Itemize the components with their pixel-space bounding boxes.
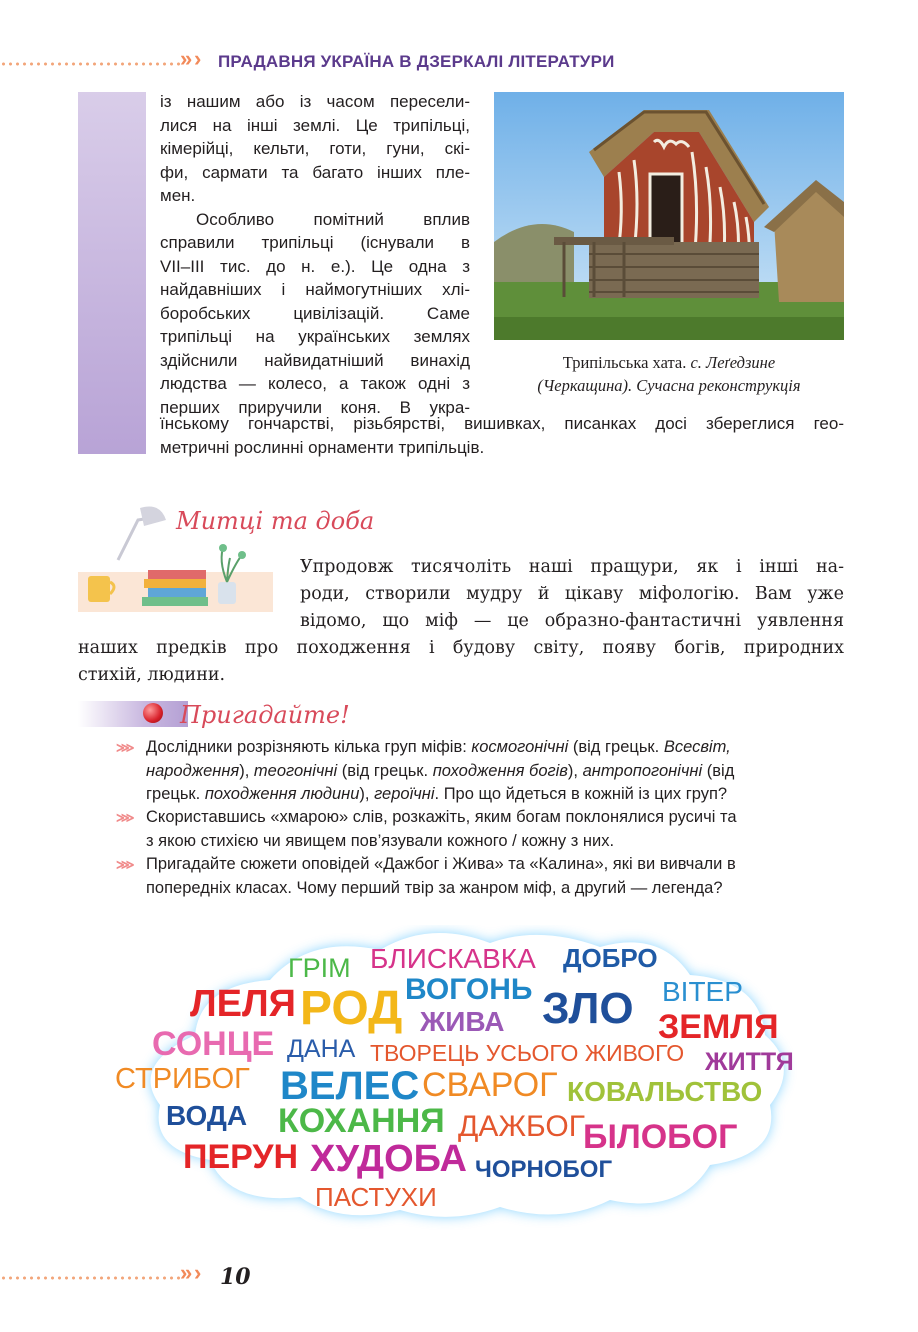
text-line: боробських цивілізацій. Саме	[160, 303, 470, 323]
cloud-word: СОНЦЕ	[152, 1025, 275, 1063]
cloud-word: ХУДОБА	[310, 1138, 467, 1180]
text-line: кімерійці, кельти, готи, гуни, скі-	[160, 139, 470, 158]
text-line: VII–III тис. до н. е.). Це одна з	[160, 256, 470, 276]
text-run: Дослідники розрізняють кілька груп міфів:	[146, 738, 472, 756]
text-line: з якою стихією чи явищем пов’язували кожного / кожну з них.	[146, 831, 615, 850]
text-run: ),	[239, 761, 254, 780]
text-run: грецьк.	[146, 785, 205, 803]
footer-dotted-line	[0, 1276, 180, 1280]
cloud-word: ВЕЛЕС	[280, 1064, 420, 1108]
section-heading-artists: Митці та доба	[176, 507, 375, 535]
text-line	[146, 736, 844, 760]
section-heading-remember: Пригадайте!	[180, 701, 350, 729]
header-dotted-line	[0, 62, 180, 66]
caption-place: с. Леґедзине	[690, 353, 776, 372]
text-line: метричні рослинні орнаменти трипільців.	[160, 437, 485, 457]
cloud-word: ЧОРНОБОГ	[475, 1156, 613, 1183]
cloud-word: ТВОРЕЦЬ УСЬОГО ЖИВОГО	[370, 1040, 685, 1066]
text-line: Особливо помітний вплив	[196, 209, 470, 229]
cloud-word: ПЕРУН	[183, 1138, 299, 1176]
text-line: Упродовж тисячоліть наші пращури, як і інші на-	[300, 557, 844, 577]
cloud-word: ЛЕЛЯ	[190, 983, 296, 1025]
header-chevron-icon: »	[180, 46, 193, 71]
trypillian-house-photo	[494, 92, 844, 340]
cloud-word: РОД	[300, 982, 403, 1035]
text-line: стихій, людини.	[78, 665, 226, 685]
text-line: із нашим або із часом пересели-	[160, 92, 470, 111]
text-run: походження людини	[204, 785, 360, 803]
text-line: справили трипільці (існували в	[160, 233, 470, 252]
cloud-word: ЗЕМЛЯ	[658, 1008, 779, 1046]
header-chevron-icon-2: ›	[194, 46, 202, 71]
caption-line-2: (Черкащина). Сучасна реконструкція	[537, 376, 801, 395]
artists-text-full	[78, 635, 844, 689]
text-line: лися на інші землі. Це трипільці,	[160, 115, 470, 135]
running-header: ПРАДАВНЯ УКРАЇНА В ДЗЕРКАЛІ ЛІТЕРАТУРИ	[218, 52, 615, 71]
cloud-word: ПАСТУХИ	[315, 1182, 437, 1212]
text-line: роди, створили мудру й цікаву міфологію. Вам уже	[300, 584, 844, 604]
text-line: мен.	[160, 186, 196, 205]
text-line: перших приручили коня. В укра-	[160, 397, 470, 417]
cloud-word: ВОГОНЬ	[405, 973, 533, 1006]
cloud-word: ЖИВА	[420, 1006, 505, 1037]
footer-chevron-icon-2: ›	[194, 1260, 202, 1285]
text-line: фи, сармати та багато інших пле-	[160, 162, 470, 182]
cloud-word: БЛИСКАВКА	[370, 943, 536, 974]
text-run: ),	[567, 761, 583, 780]
arrow-bullet-icon: ⋙	[116, 810, 135, 825]
text-line: наших предків про походження і будову світу, появу богів, природних	[78, 638, 844, 658]
list-item	[146, 853, 844, 900]
text-run: героїчні	[374, 785, 435, 803]
photo-caption	[494, 351, 844, 397]
text-run: (від	[702, 761, 735, 780]
caption-line	[494, 351, 844, 374]
text-line: попередніх класах. Чому перший твір за жанром міф, а другий — легенда?	[146, 878, 723, 897]
text-run: теогонічні	[253, 761, 338, 780]
cloud-word: ЗЛО	[542, 984, 634, 1033]
cloud-word: ДОБРО	[563, 943, 658, 973]
text-line	[146, 760, 844, 784]
text-run: Всесвіт,	[663, 738, 731, 756]
intro-text	[160, 90, 470, 419]
cloud-word: ДАНА	[287, 1035, 356, 1063]
text-run: антропогонічні	[582, 761, 703, 780]
text-line: їнському гончарстві, різьбярстві, вишивках, писанках досі збереглися гео-	[160, 414, 844, 433]
text-run: походження богів	[432, 761, 568, 780]
house-illustration	[494, 92, 844, 340]
text-run: ),	[359, 785, 375, 803]
cloud-word: КОХАННЯ	[278, 1102, 445, 1140]
cloud-word: ВІТЕР	[662, 976, 743, 1007]
text-line: здійснили найвидатніший винахід	[160, 350, 470, 370]
list-item	[146, 806, 844, 853]
cloud-word: КОВАЛЬСТВО	[567, 1076, 763, 1107]
arrow-bullet-icon: ⋙	[116, 857, 135, 872]
text-line: відомо, що міф — це образно-фантастичні уявлення	[300, 611, 844, 631]
cloud-word: ВОДА	[166, 1100, 248, 1131]
arrow-bullet-icon: ⋙	[116, 740, 135, 755]
remember-band	[78, 701, 188, 727]
cloud-word: БІЛОБОГ	[583, 1118, 738, 1156]
text-line: людства — колесо, а також одні з	[160, 374, 470, 393]
text-line: Скориставшись «хмарою» слів, розкажіть, яким богам поклонялися русичі та	[146, 808, 737, 826]
intro-text-full	[160, 412, 844, 459]
cloud-word: СВАРОГ	[422, 1066, 558, 1104]
cloud-word: ЖИТТЯ	[705, 1048, 794, 1076]
artists-text	[300, 554, 844, 635]
text-run: космогонічні	[471, 738, 569, 756]
list-item	[146, 736, 844, 807]
text-run: народження	[146, 761, 240, 780]
text-line: трипільці на українських землях	[160, 327, 470, 346]
text-line: найдавніших і наймогутніших хлі-	[160, 280, 470, 299]
text-line: Пригадайте сюжети оповідей «Дажбог і Жива» та «Калина», які ви вивчали в	[146, 855, 736, 873]
cloud-word: ДАЖБОГ	[458, 1110, 585, 1143]
footer-chevron-icon: »	[180, 1260, 193, 1285]
caption-text: Трипільська хата.	[562, 353, 687, 372]
margin-accent-bar	[78, 92, 146, 454]
cloud-word: ГРІМ	[288, 953, 351, 983]
text-line	[146, 783, 844, 807]
page-number: 10	[220, 1264, 251, 1290]
cloud-word: СТРИБОГ	[115, 1063, 250, 1095]
text-run: (від грецьк.	[337, 761, 433, 780]
text-run: . Про що йдеться в кожній із цих груп?	[434, 785, 728, 803]
text-run: (від грецьк.	[568, 738, 664, 756]
pin-icon	[143, 703, 163, 723]
